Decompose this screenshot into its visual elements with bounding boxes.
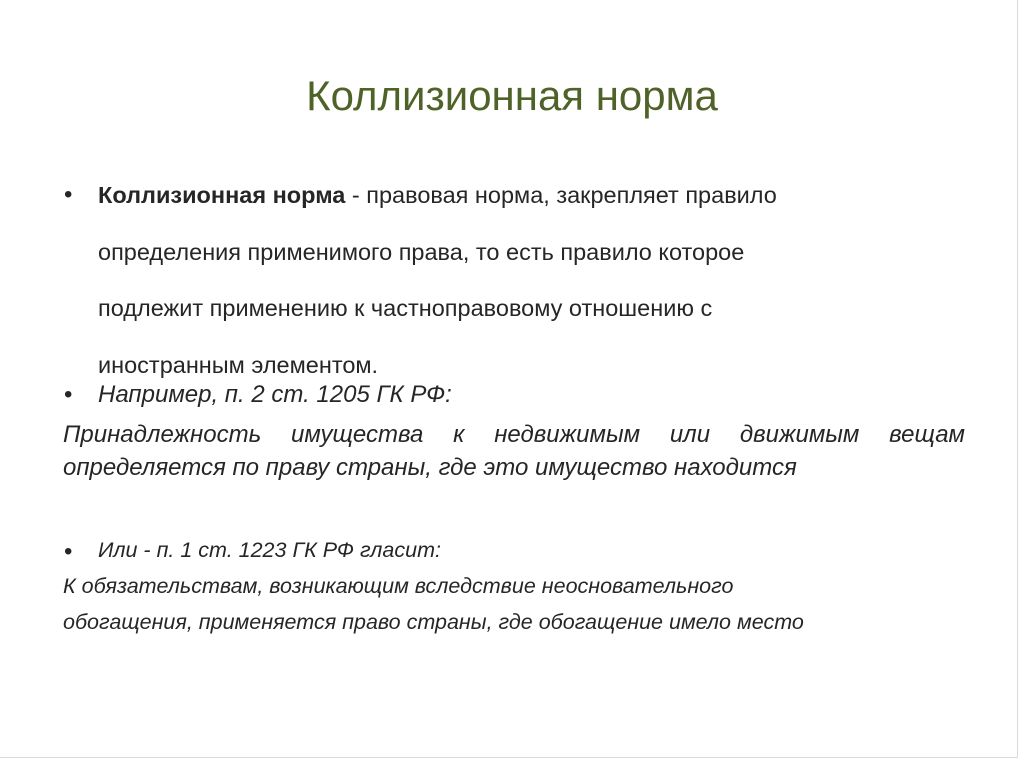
definition-line-1-text: - правовая норма, закрепляет правило	[345, 182, 777, 208]
definition-paragraph	[98, 167, 958, 393]
example2-line-2: обогащения, применяется право страны, где обогащение имело место	[63, 610, 804, 634]
example1-text: Принадлежность имущества к недвижимым или движимым вещам определяется по праву страны, где это имущество находится	[63, 421, 965, 481]
definition-line-2: определения применимого права, то есть правило которое	[98, 238, 745, 265]
bullet-marker: •	[64, 381, 73, 408]
definition-line-3: подлежит применению к частноправовому отношению с	[98, 295, 713, 321]
slide-title: Коллизионная норма	[306, 72, 718, 119]
definition-line-4: иностранным элементом.	[98, 351, 379, 378]
example2-text	[63, 568, 983, 640]
example2-heading: Или - п. 1 ст. 1223 ГК РФ гласит:	[98, 538, 441, 562]
bullet-marker: •	[64, 181, 73, 208]
definition-term: Коллизионная норма	[98, 182, 346, 208]
example2-line-1: К обязательствам, возникающим вследствие неосновательного	[63, 574, 734, 598]
definition-line-1	[98, 167, 958, 224]
example1-heading: Например, п. 2 ст. 1205 ГК РФ:	[98, 381, 452, 408]
bullet-marker: •	[64, 538, 73, 565]
